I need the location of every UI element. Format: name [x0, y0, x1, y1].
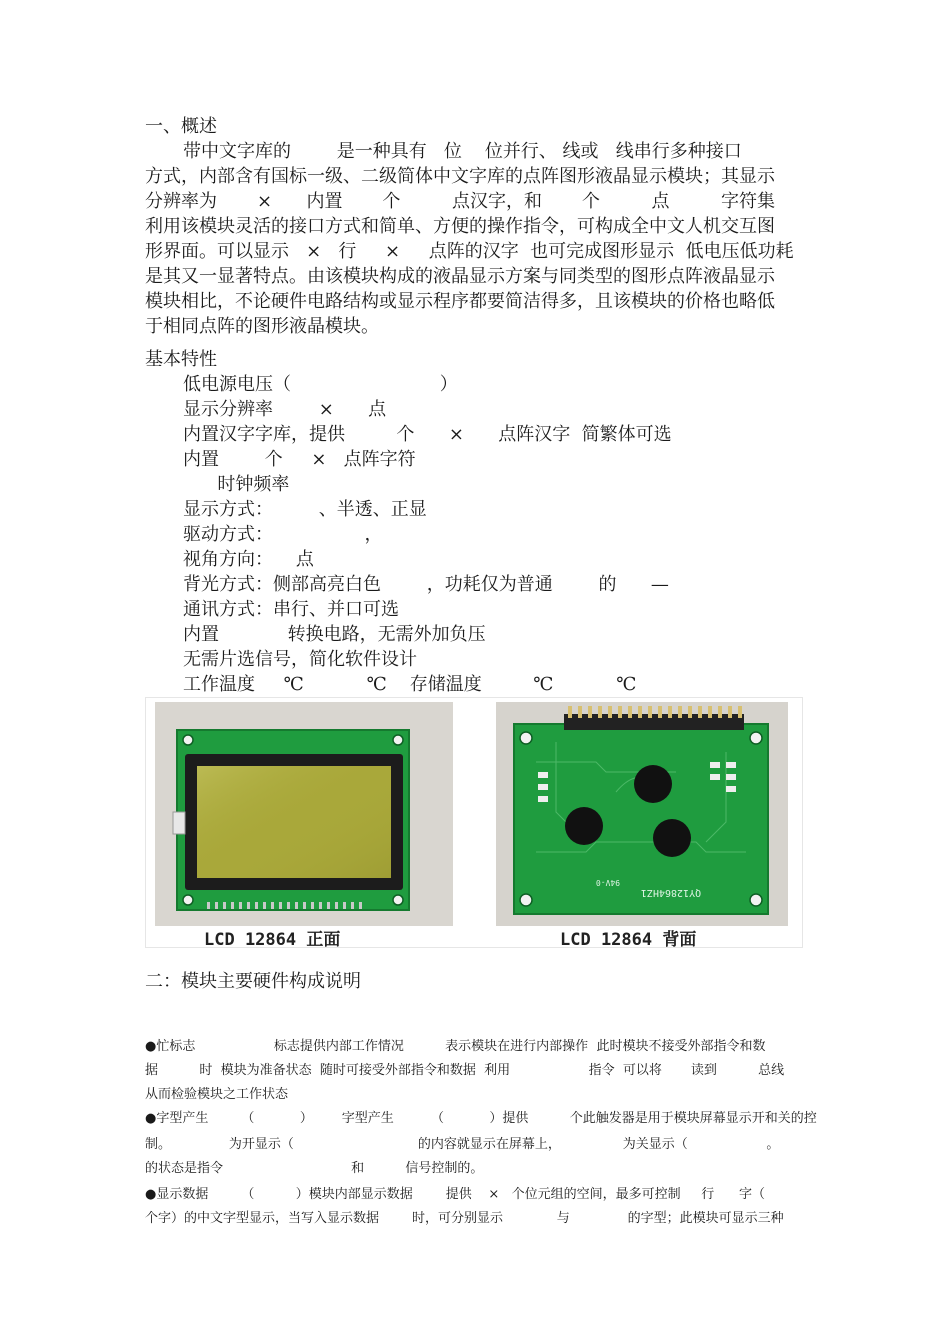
- paragraph-line: 是其又一显著特点。由该模块构成的液晶显示方案与同类型的图形点阵液晶显示: [145, 266, 775, 287]
- pcb-silkscreen-text: QY12864HZ1: [640, 887, 702, 898]
- feature-item: 内置 转换电路，无需外加负压: [183, 624, 486, 645]
- hardware-line: 从而检验模块之工作状态: [145, 1087, 289, 1102]
- section-heading-features: 基本特性: [145, 349, 217, 370]
- feature-item: 通讯方式：串行、并口可选: [183, 599, 399, 620]
- section-heading-overview: 一、概述: [145, 116, 217, 137]
- paragraph-line: 分辨率为 × 内置 个 点汉字，和 个 点 字符集: [145, 191, 776, 212]
- hardware-line: 据 时 模块为准备状态 随时可接受外部指令和数据 利用 指令 可以将 读到 总线: [145, 1063, 785, 1078]
- feature-item: 时钟频率: [183, 474, 290, 495]
- paragraph-line: 带中文字库的 是一种具有 位 位并行、 线或 线串行多种接口: [183, 141, 742, 162]
- lcd-back-photo: [496, 702, 788, 926]
- pcb-mark-text: 94V-0: [595, 878, 621, 887]
- feature-item: 内置汉字字库，提供 个 × 点阵汉字 简繁体可选: [183, 424, 672, 445]
- back-photo-caption: LCD 12864 背面: [560, 930, 697, 950]
- feature-item: 显示分辨率 × 点: [183, 399, 387, 420]
- paragraph-line: 方式，内部含有国标一级、二级简体中文字库的点阵图形液晶显示模块；其显示: [145, 166, 775, 187]
- hardware-line: ●字型产生 （ ） 字型产生 （ ）提供 个此触发器是用于模块屏幕显示开和关的控: [145, 1111, 817, 1126]
- lcd-front-photo: [155, 702, 453, 926]
- hardware-line: 的状态是指令 和 信号控制的。: [145, 1161, 484, 1176]
- lcd-photos-figure: [145, 697, 803, 948]
- feature-item: 背光方式：侧部高亮白色 ，功耗仅为普通 的 —: [183, 574, 669, 595]
- front-photo-caption: LCD 12864 正面: [204, 930, 341, 950]
- paragraph-line: 利用该模块灵活的接口方式和简单、方便的操作指令，可构成全中文人机交互图: [145, 216, 775, 237]
- hardware-line: ●忙标志 标志提供内部工作情况 表示模块在进行内部操作 此时模块不接受外部指令和数: [145, 1039, 766, 1054]
- paragraph-line: 形界面。可以显示 × 行 × 点阵的汉字 也可完成图形显示 低电压低功耗: [145, 241, 794, 262]
- feature-item: 内置 个 × 点阵字符: [183, 449, 416, 470]
- feature-item: 显示方式： 、半透、正显: [183, 499, 427, 520]
- feature-item: 无需片选信号，简化软件设计: [183, 649, 417, 670]
- hardware-line: 个字）的中文字型显示，当写入显示数据 时，可分别显示 与 的字型；此模块可显示三种: [145, 1211, 784, 1226]
- feature-item: 驱动方式： ，: [183, 524, 383, 545]
- paragraph-line: 于相同点阵的图形液晶模块。: [145, 316, 379, 337]
- hardware-line: ●显示数据 （ ）模块内部显示数据 提供 × 个位元组的空间，最多可控制 行 字（: [145, 1187, 766, 1202]
- feature-item: 工作温度 ℃ ℃ 存储温度 ℃ ℃: [183, 674, 637, 695]
- paragraph-line: 模块相比，不论硬件电路结构或显示程序都要简洁得多，且该模块的价格也略低: [145, 291, 775, 312]
- section-heading-hardware: 二：模块主要硬件构成说明: [145, 971, 361, 992]
- feature-item: 视角方向： 点: [183, 549, 314, 570]
- feature-item: 低电源电压（ ）: [183, 374, 458, 395]
- hardware-line: 制。 为开显示（ 的内容就显示在屏幕上， 为关显示（ 。: [145, 1137, 780, 1152]
